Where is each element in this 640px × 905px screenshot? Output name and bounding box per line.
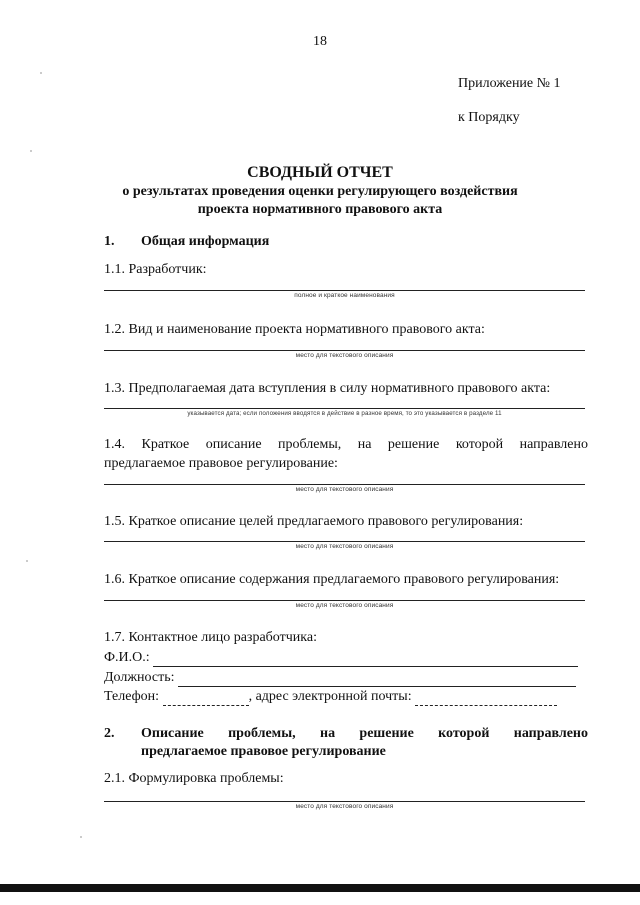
fio-field[interactable] <box>153 650 578 667</box>
item-2-1-caption: место для текстового описания <box>295 803 394 810</box>
email-field[interactable] <box>415 689 557 706</box>
item-1-2-caption: место для текстового описания <box>295 352 394 359</box>
item-1-7-label: 1.7. Контактное лицо разработчика: <box>104 630 317 645</box>
item-1-3-field-line[interactable] <box>104 408 585 409</box>
position-label: Должность: <box>104 670 175 685</box>
item-1-6-label: 1.6. Краткое описание содержания предлагаемого правового регулирования: <box>104 572 560 587</box>
position-field[interactable] <box>178 670 576 687</box>
item-1-3-label: 1.3. Предполагаемая дата вступления в силу нормативного правового акта: <box>104 381 551 396</box>
document-subtitle-line-2: проекта нормативного правового акта <box>197 202 443 217</box>
item-1-5-field-line[interactable] <box>104 541 585 542</box>
scan-speck <box>80 836 82 838</box>
item-1-4-caption: место для текстового описания <box>295 486 394 493</box>
scan-bottom-edge <box>0 884 640 892</box>
fio-row <box>104 650 588 667</box>
item-1-4-label-line-1: 1.4. Краткое описание проблемы, на решение которой направлено <box>104 437 588 452</box>
item-1-1-label: 1.1. Разработчик: <box>104 262 207 277</box>
item-1-2-field-line[interactable] <box>104 350 585 351</box>
item-1-3-caption: указывается дата; если положения вводятся в действие в разное время, то это указывается в разделе 11 <box>187 410 502 417</box>
section-1-number: 1. <box>104 234 115 249</box>
item-2-1-label: 2.1. Формулировка проблемы: <box>104 771 284 786</box>
position-row <box>104 670 588 687</box>
appendix-label: Приложение № 1 <box>458 76 561 91</box>
item-1-1-field-line[interactable] <box>104 290 585 291</box>
item-1-1-caption: полное и краткое наименования <box>294 292 395 299</box>
document-title: СВОДНЫЙ ОТЧЕТ <box>247 164 393 181</box>
section-2-title-line-1: Описание проблемы, на решение которой направлено <box>141 726 588 741</box>
item-1-4-label-line-2: предлагаемое правовое регулирование: <box>104 456 338 471</box>
phone-label: Телефон: <box>104 689 160 704</box>
scan-speck <box>30 150 32 152</box>
page-number: 18 <box>313 34 327 49</box>
scan-speck <box>26 560 28 562</box>
item-1-6-field-line[interactable] <box>104 600 585 601</box>
phone-field[interactable] <box>163 689 249 706</box>
item-1-2-label: 1.2. Вид и наименование проекта нормативного правового акта: <box>104 322 485 337</box>
item-1-4-field-line[interactable] <box>104 484 585 485</box>
phone-row <box>104 689 588 706</box>
email-label: , адрес электронной почты: <box>248 689 412 704</box>
document-subtitle-line-1: о результатах проведения оценки регулирующего воздействия <box>122 184 518 199</box>
section-2-number: 2. <box>104 726 115 741</box>
section-1-title: Общая информация <box>141 234 270 249</box>
item-1-5-caption: место для текстового описания <box>295 543 394 550</box>
fio-label: Ф.И.О.: <box>104 650 150 665</box>
appendix-to-label: к Порядку <box>458 110 520 125</box>
item-2-1-field-line[interactable] <box>104 801 585 802</box>
item-1-5-label: 1.5. Краткое описание целей предлагаемого правового регулирования: <box>104 514 524 529</box>
item-1-6-caption: место для текстового описания <box>295 602 394 609</box>
section-2-title-line-2: предлагаемое правовое регулирование <box>141 744 386 759</box>
scan-speck <box>40 72 42 74</box>
